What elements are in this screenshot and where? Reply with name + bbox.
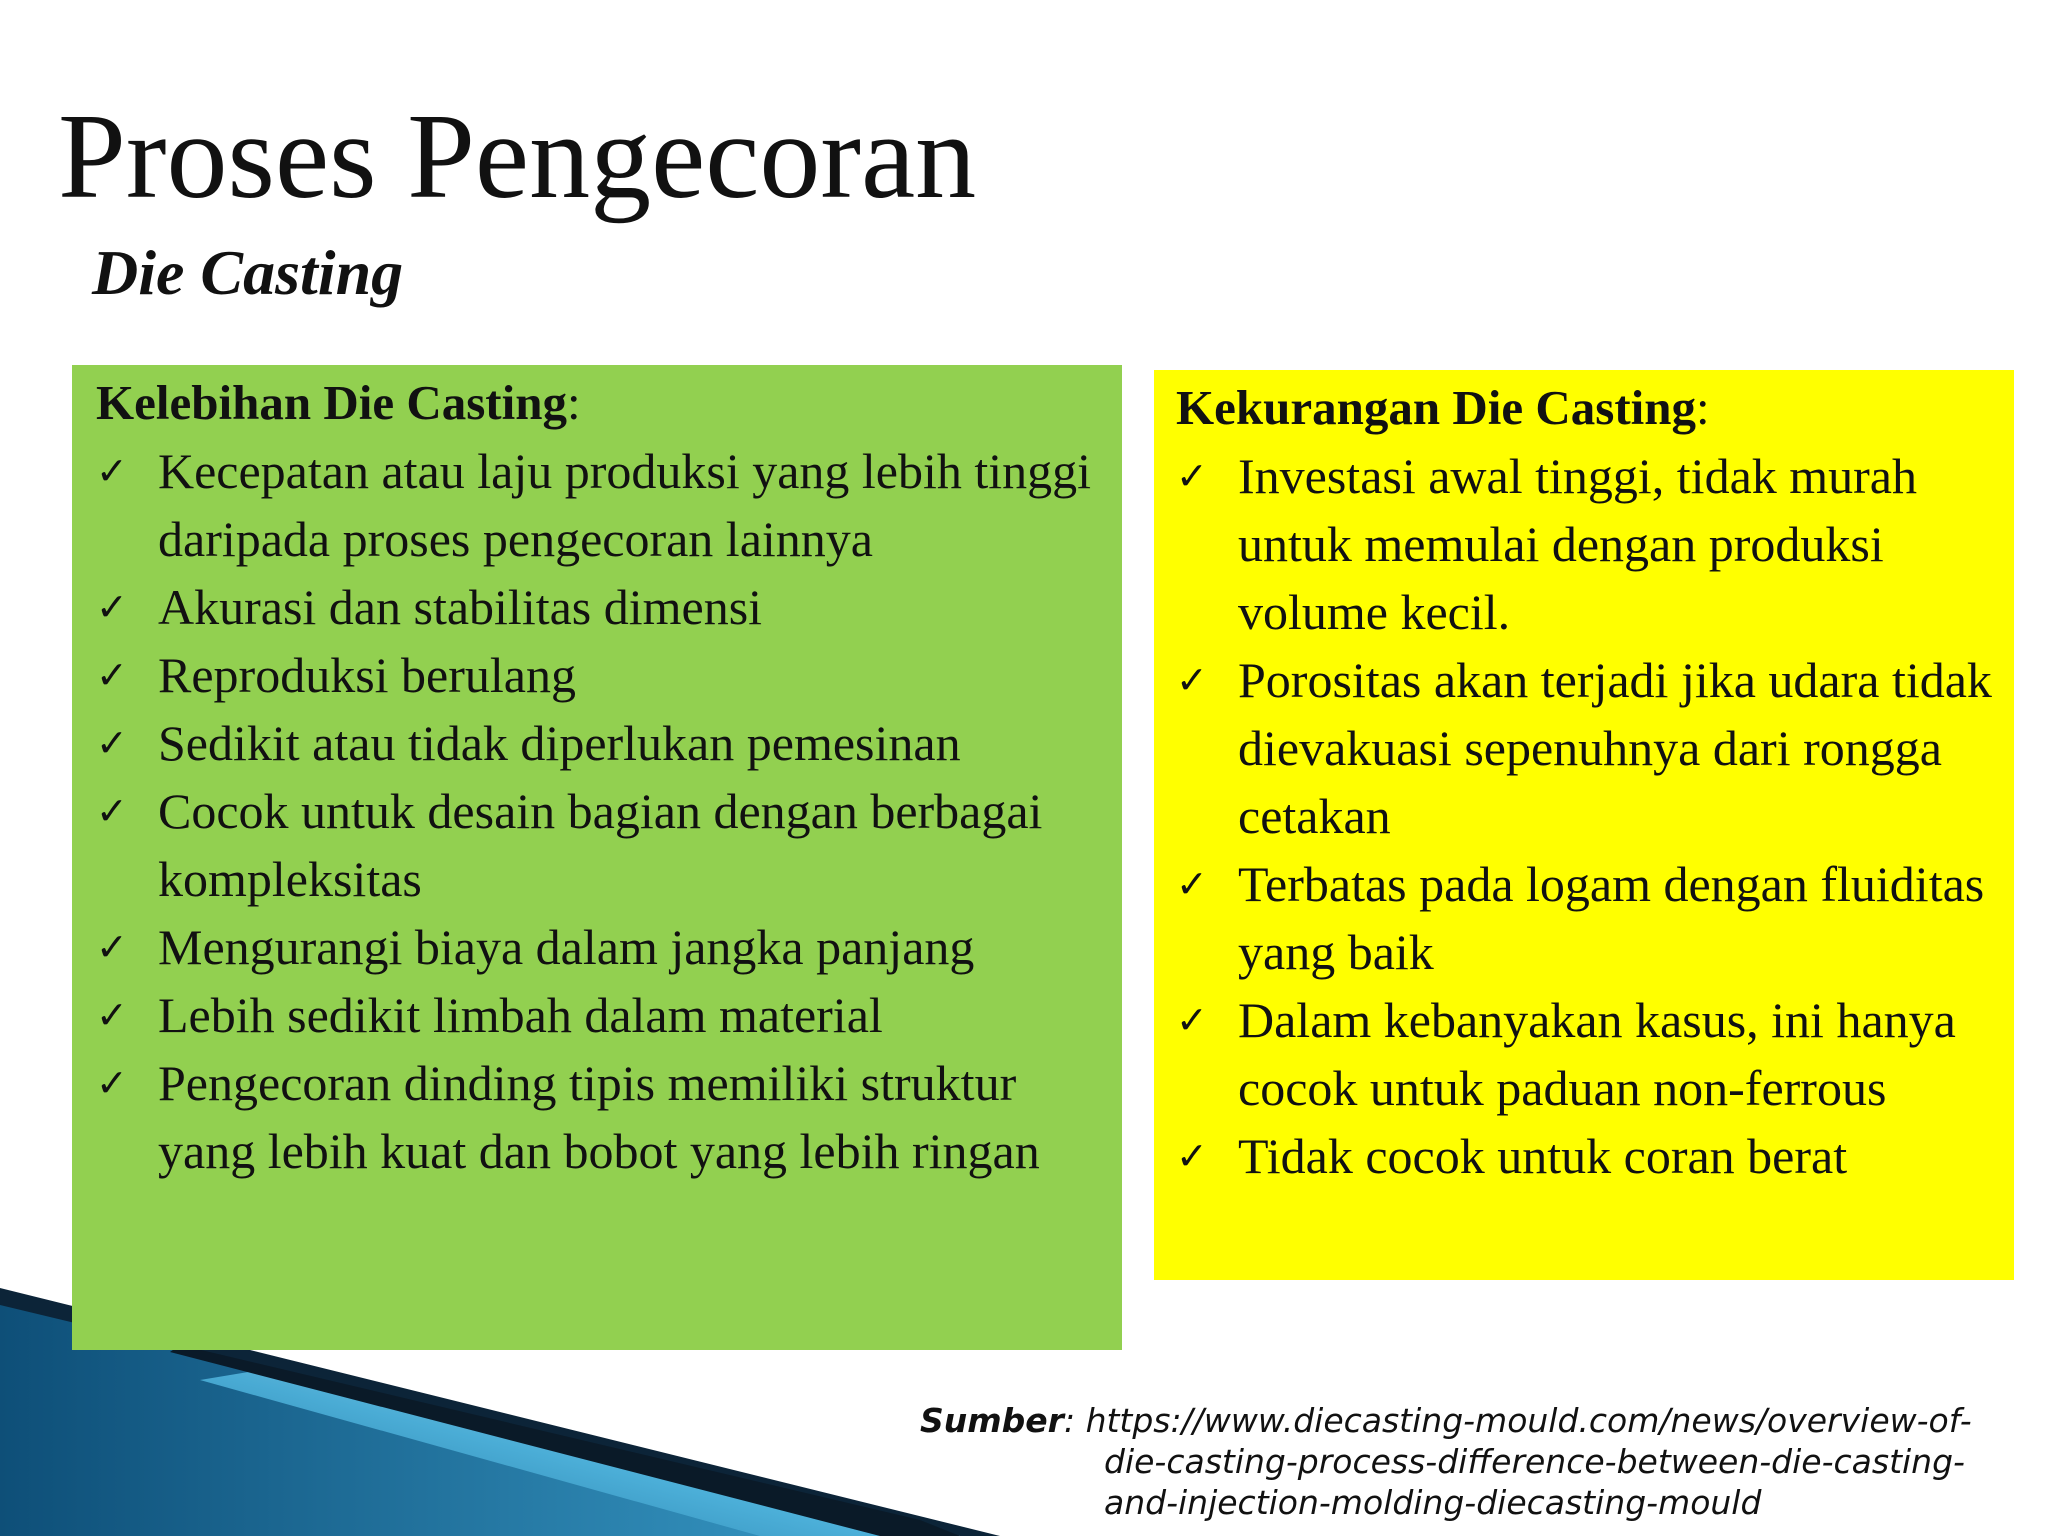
advantage-item: [96, 1049, 1118, 1185]
source-url-part-2[interactable]: die-casting-process-difference-between-die-casting-: [1104, 1442, 1965, 1481]
disadvantages-panel: [1154, 370, 2014, 1280]
advantage-item-text: Lebih sedikit limbah dalam material: [158, 987, 883, 1043]
disadvantage-item: [1176, 646, 2010, 850]
checkmark-icon: ✓: [96, 1061, 128, 1105]
source-url-part-1[interactable]: https://www.diecasting-mould.com/news/overview-of-: [1085, 1401, 1972, 1440]
checkmark-icon: ✓: [96, 449, 128, 493]
checkmark-icon: ✓: [1176, 862, 1208, 906]
advantage-item-text: Kecepatan atau laju produksi yang lebih tinggi daripada proses pengecoran lainnya: [158, 443, 1092, 567]
disadvantages-list: [1176, 442, 2010, 1190]
advantage-item: [96, 913, 1118, 981]
source-url-part-3[interactable]: and-injection-molding-diecasting-mould: [1104, 1483, 1762, 1522]
source-label: Sumber: [920, 1401, 1064, 1440]
advantage-item-text: Sedikit atau tidak diperlukan pemesinan: [158, 715, 961, 771]
advantage-item-text: Cocok untuk desain bagian dengan berbagai kompleksitas: [158, 783, 1043, 907]
disadvantage-item-text: Porositas akan terjadi jika udara tidak dievakuasi sepenuhnya dari rongga cetakan: [1238, 652, 1992, 844]
advantage-item-text: Reproduksi berulang: [158, 647, 576, 703]
checkmark-icon: ✓: [1176, 998, 1208, 1042]
checkmark-icon: ✓: [1176, 1134, 1208, 1178]
advantage-item-text: Akurasi dan stabilitas dimensi: [158, 579, 763, 635]
source-citation: [920, 1400, 2040, 1523]
checkmark-icon: ✓: [1176, 658, 1208, 702]
slide-title: Proses Pengecoran: [58, 89, 977, 224]
disadvantage-item-text: Investasi awal tinggi, tidak murah untuk memulai dengan produksi volume kecil.: [1238, 448, 1918, 640]
disadvantage-item-text: Tidak cocok untuk coran berat: [1238, 1128, 1848, 1184]
disadvantage-item: [1176, 1122, 2010, 1190]
advantage-item-text: Mengurangi biaya dalam jangka panjang: [158, 919, 975, 975]
checkmark-icon: ✓: [96, 721, 128, 765]
disadvantage-item: [1176, 986, 2010, 1122]
advantages-panel: [72, 365, 1122, 1350]
checkmark-icon: ✓: [1176, 454, 1208, 498]
checkmark-icon: ✓: [96, 993, 128, 1037]
advantage-item: [96, 573, 1118, 641]
checkmark-icon: ✓: [96, 653, 128, 697]
disadvantage-item: [1176, 850, 2010, 986]
advantage-item: [96, 777, 1118, 913]
slide-subtitle: Die Casting: [92, 237, 404, 308]
checkmark-icon: ✓: [96, 585, 128, 629]
advantage-item: [96, 641, 1118, 709]
source-separator: :: [1063, 1401, 1076, 1440]
advantages-heading: [96, 369, 1118, 437]
advantages-heading-text: Kelebihan Die Casting: [96, 375, 567, 430]
disadvantage-item-text: Dalam kebanyakan kasus, ini hanya cocok untuk paduan non-ferrous: [1238, 992, 1956, 1116]
advantages-list: [96, 437, 1118, 1185]
checkmark-icon: ✓: [96, 789, 128, 833]
advantage-item: [96, 981, 1118, 1049]
checkmark-icon: ✓: [96, 925, 128, 969]
advantage-item-text: Pengecoran dinding tipis memiliki struktur yang lebih kuat dan bobot yang lebih ringan: [158, 1055, 1040, 1179]
source-line-1: [920, 1400, 2040, 1441]
disadvantages-heading-text: Kekurangan Die Casting: [1176, 380, 1697, 435]
advantage-item: [96, 709, 1118, 777]
disadvantages-heading-colon: :: [1696, 380, 1710, 435]
advantage-item: [96, 437, 1118, 573]
disadvantage-item: [1176, 442, 2010, 646]
disadvantages-heading: [1176, 374, 2010, 442]
advantages-heading-colon: :: [566, 375, 581, 430]
disadvantage-item-text: Terbatas pada logam dengan fluiditas yang baik: [1238, 856, 1985, 980]
